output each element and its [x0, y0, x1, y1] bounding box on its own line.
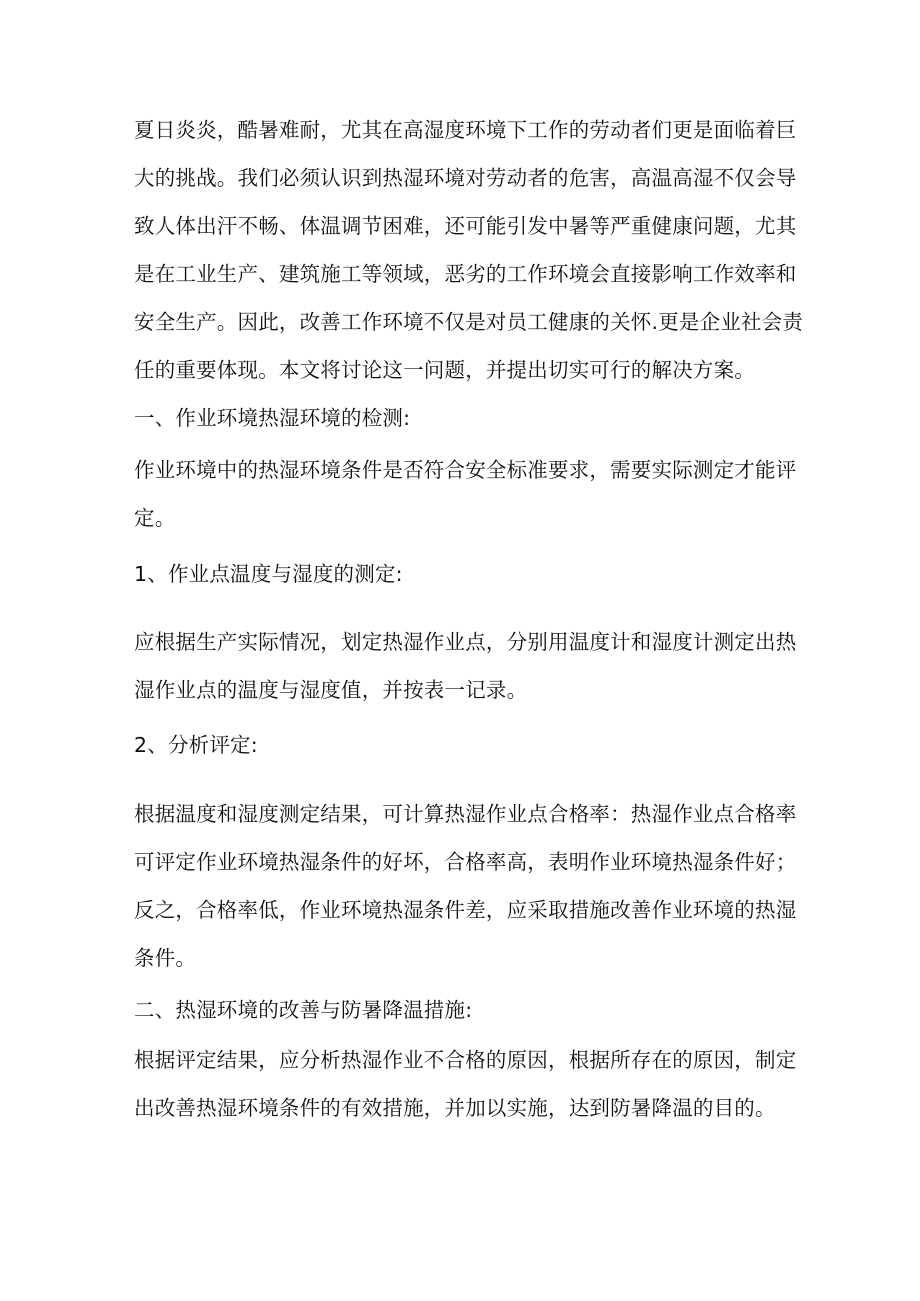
item1-text-line-1: 应根据生产实际情况，划定热湿作业点，分别用温度计和湿度计测定出热	[134, 630, 797, 654]
section2-text-line-2: 出改善热湿环境条件的有效措施，并加以实施，达到防暑降温的目的。	[134, 1096, 776, 1120]
intro-line-2: 大的挑战。我们必须认识到热湿环境对劳动者的危害，高温高湿不仅会导	[134, 166, 797, 190]
item1-heading: 1、作业点温度与湿度的测定:	[134, 562, 403, 586]
item2-text-line-3: 反之，合格率低，作业环境热湿条件差，应采取措施改善作业环境的热湿	[134, 898, 797, 922]
item1-text-line-2: 湿作业点的温度与湿度值，并按表一记录。	[134, 678, 528, 702]
intro-line-3: 致人体出汗不畅、体温调节困难，还可能引发中暑等严重健康问题，尤其	[134, 214, 797, 238]
section1-text-line-1: 作业环境中的热湿环境条件是否符合安全标准要求，需要实际测定才能评	[134, 458, 797, 482]
intro-line-6: 任的重要体现。本文将讨论这一问题，并提出切实可行的解决方案。	[134, 358, 755, 382]
item2-text-line-1: 根据温度和湿度测定结果，可计算热湿作业点合格率：热湿作业点合格率	[134, 802, 797, 826]
item2-text-line-2: 可评定作业环境热湿条件的好坏，合格率高，表明作业环境热湿条件好；	[134, 850, 797, 874]
intro-line-1: 夏日炎炎，酷暑难耐，尤其在高湿度环境下工作的劳动者们更是面临着巨	[134, 118, 797, 142]
section2-text-line-1: 根据评定结果，应分析热湿作业不合格的原因，根据所存在的原因，制定	[134, 1048, 797, 1072]
section1-heading: 一、作业环境热湿环境的检测:	[134, 406, 411, 430]
section1-text-line-2: 定。	[134, 506, 176, 530]
intro-line-4: 是在工业生产、建筑施工等领域，恶劣的工作环境会直接影响工作效率和	[134, 262, 797, 286]
item2-text-line-4: 条件。	[134, 946, 197, 970]
intro-line-5: 安全生产。因此，改善工作环境不仅是对员工健康的关怀.更是企业社会责	[134, 310, 804, 334]
item2-heading: 2、分析评定:	[134, 733, 258, 757]
section2-heading: 二、热湿环境的改善与防暑降温措施:	[134, 998, 473, 1022]
